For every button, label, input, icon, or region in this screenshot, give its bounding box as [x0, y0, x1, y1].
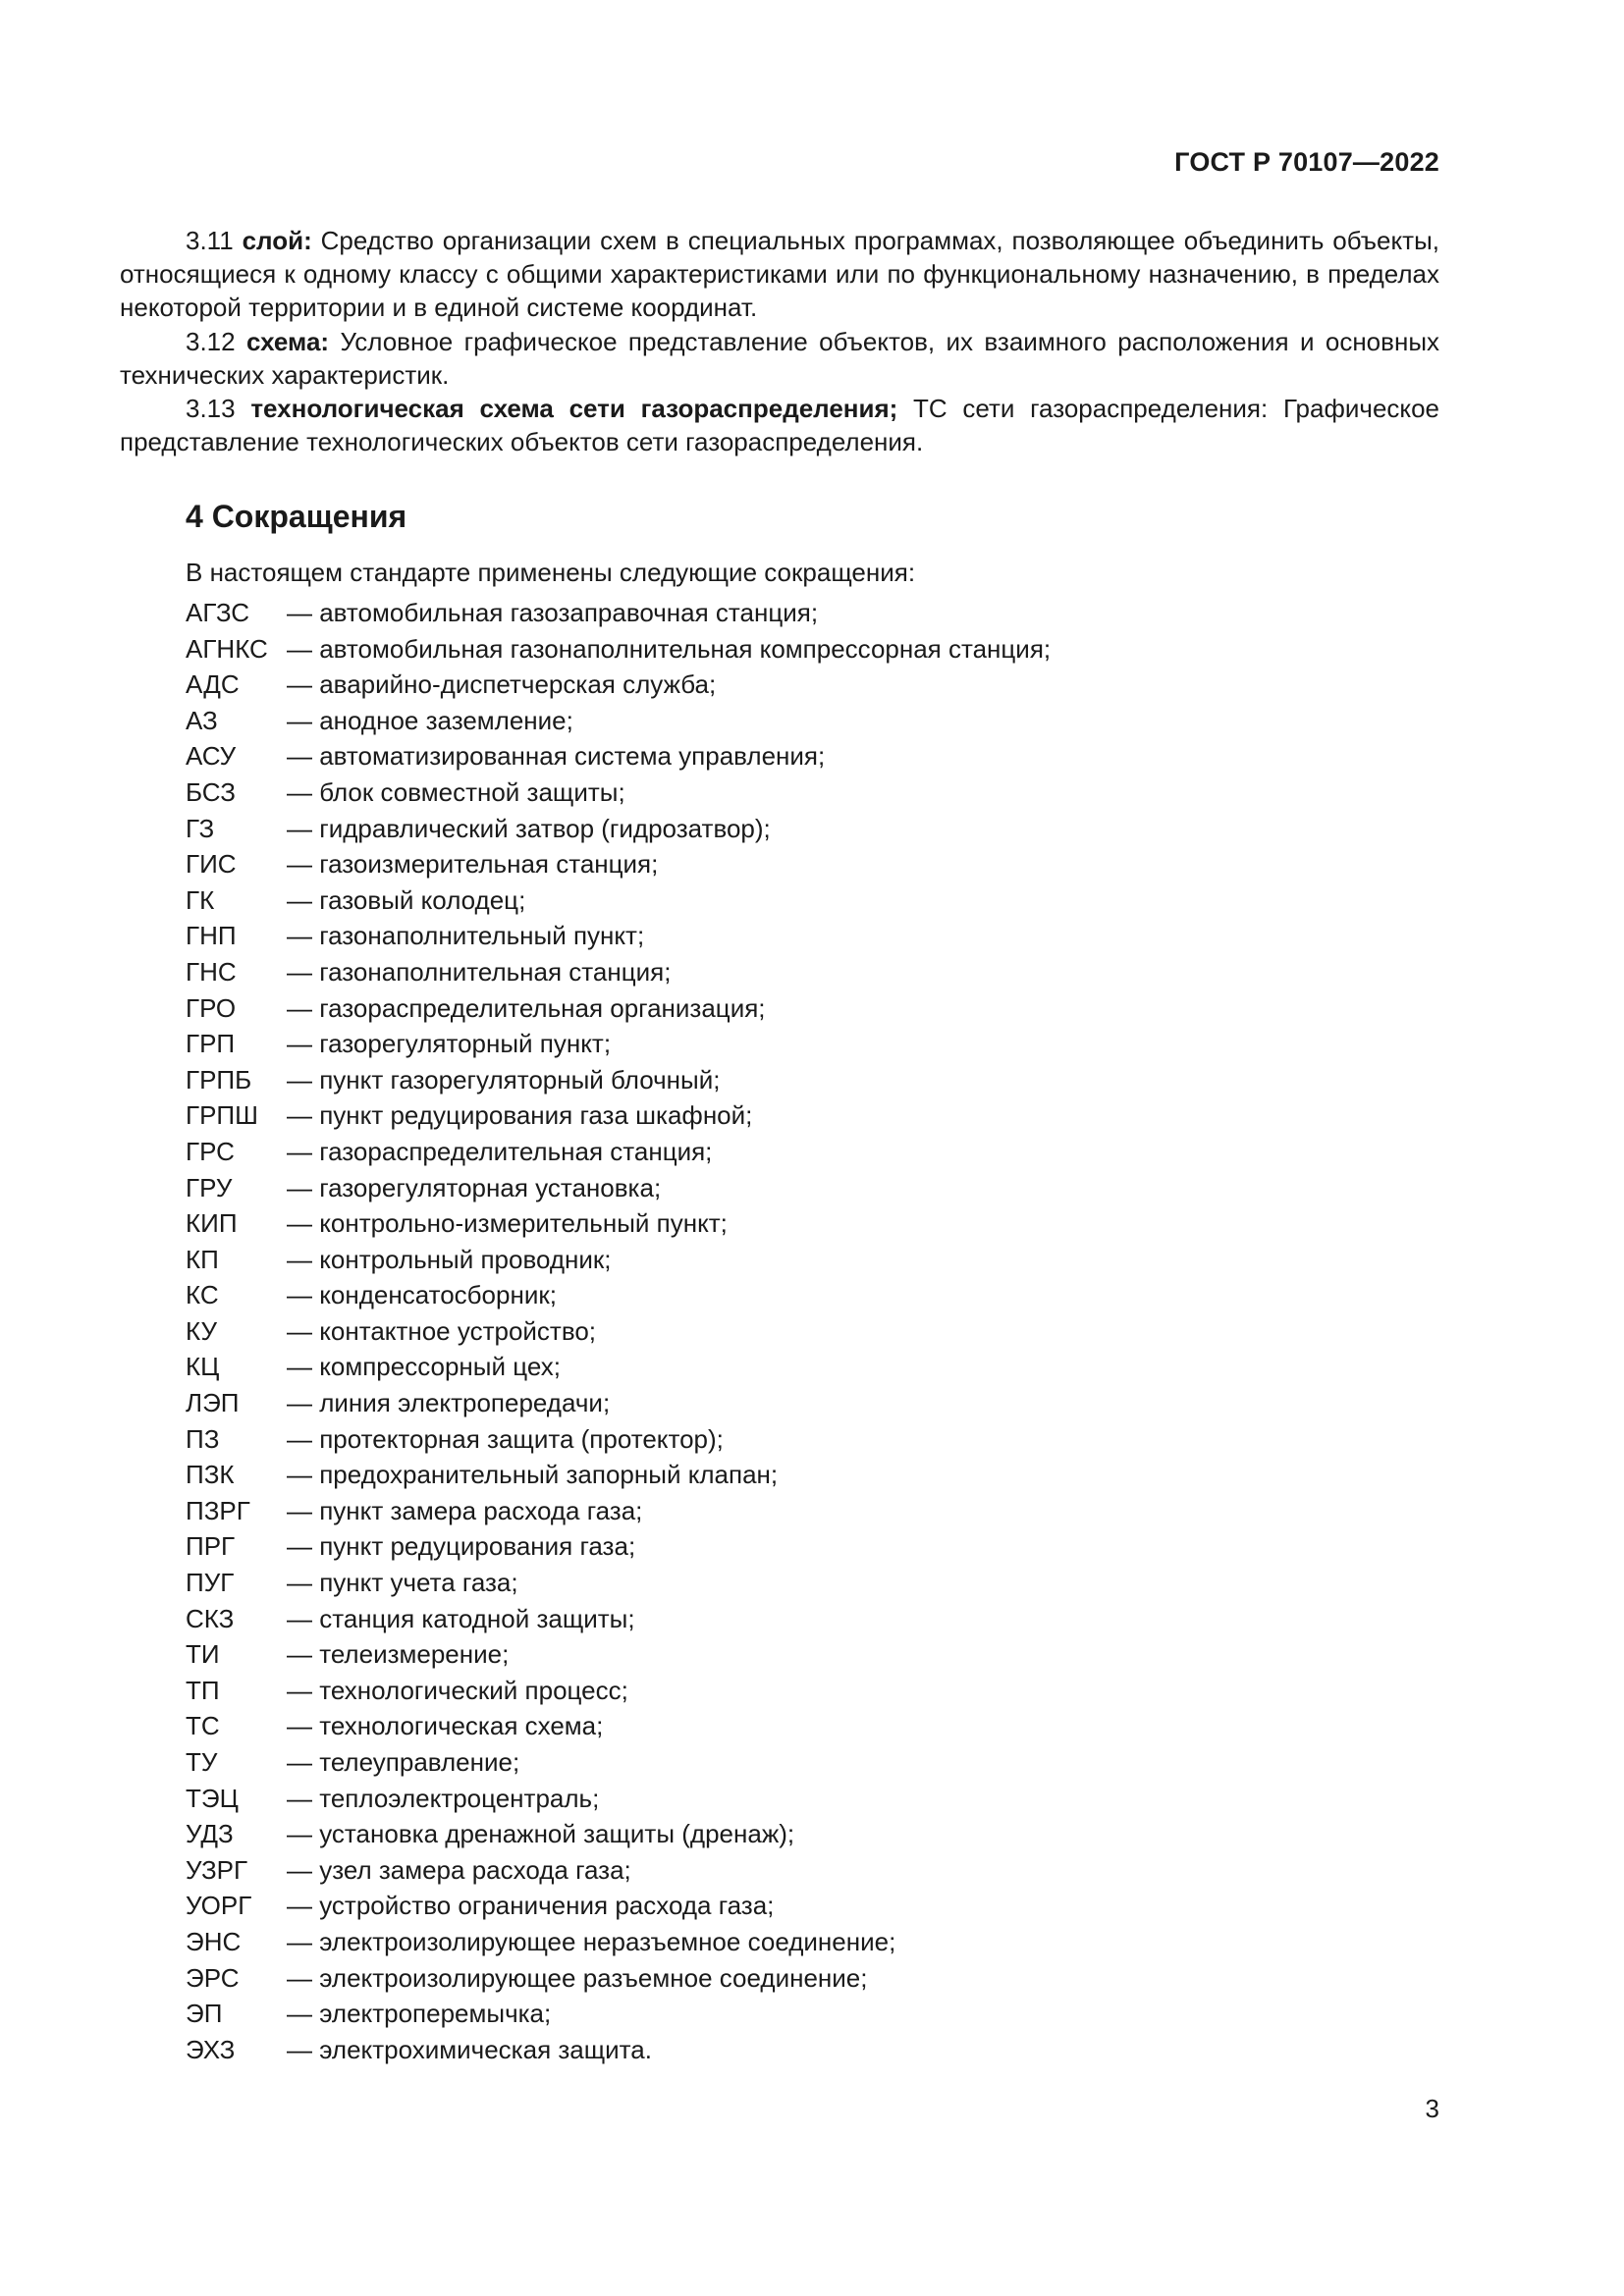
abbreviation-item: [186, 1421, 1051, 1458]
abbreviation-item: [186, 738, 1051, 774]
abbreviation-item: [186, 918, 1051, 954]
definition-text: Условное графическое представление объектов, их взаимного расположения и основных технических характеристик.: [120, 326, 1440, 390]
abbreviation-item: [186, 1816, 1051, 1852]
abbreviation-item: [186, 1205, 1051, 1242]
abbreviation-item: [186, 1960, 1051, 1997]
abbreviation-definition: — контрольно-измерительный пункт;: [287, 1208, 728, 1239]
definition-number: 3.11: [186, 226, 234, 255]
abbreviation-definition: — контактное устройство;: [287, 1315, 597, 1346]
abbreviation-definition: — газонаполнительная станция;: [287, 956, 672, 987]
abbreviation-item: [186, 703, 1051, 739]
abbreviation-item: [186, 1170, 1051, 1206]
abbreviation-definition: — аварийно-диспетчерская служба;: [287, 669, 717, 700]
abbreviation-term: КС: [186, 1280, 219, 1310]
abbreviation-item: [186, 1996, 1051, 2032]
abbreviation-term: ГНП: [186, 921, 237, 951]
abbreviation-definition: — газонаполнительный пункт;: [287, 921, 645, 951]
abbreviation-definition: — автомобильная газонаполнительная компрессорная станция;: [287, 633, 1052, 664]
abbreviation-term: АГЗС: [186, 598, 250, 627]
abbreviation-term: АСУ: [186, 741, 237, 772]
abbreviation-definition: — узел замера расхода газа;: [287, 1854, 631, 1885]
definitions-block: [120, 224, 1439, 458]
abbreviation-item: [186, 1708, 1051, 1744]
definition-number: 3.13: [186, 394, 236, 424]
abbreviation-item: [186, 1026, 1051, 1062]
abbreviation-term: ПЗРГ: [186, 1495, 250, 1525]
abbreviation-item: [186, 1493, 1051, 1529]
abbreviation-definition: — контрольный проводник;: [287, 1244, 612, 1274]
abbreviation-term: КП: [186, 1244, 219, 1274]
abbreviation-term: АДС: [186, 669, 240, 700]
abbreviation-item: [186, 1888, 1051, 1924]
abbreviation-item: [186, 1852, 1051, 1889]
abbreviation-definition: — технологическая схема;: [287, 1711, 604, 1741]
abbreviation-item: [186, 1242, 1051, 1278]
abbreviation-term: ГРП: [186, 1029, 236, 1059]
abbreviation-definition: — газораспределительная станция;: [287, 1136, 713, 1166]
abbreviation-term: ЭНС: [186, 1926, 242, 1956]
abbreviation-term: ТУ: [186, 1747, 218, 1777]
abbreviation-term: ТП: [186, 1675, 220, 1705]
abbreviation-definition: — теплоэлектроцентраль;: [287, 1783, 600, 1813]
abbreviation-item: [186, 1565, 1051, 1601]
abbreviation-item: [186, 1744, 1051, 1781]
abbreviation-term: ПЗК: [186, 1460, 235, 1490]
abbreviation-term: ГРО: [186, 992, 237, 1023]
abbreviation-definition: — анодное заземление;: [287, 705, 573, 735]
abbreviation-item: [186, 1385, 1051, 1421]
abbreviation-term: ГРПШ: [186, 1100, 258, 1131]
abbreviation-definition: — пункт редуцирования газа шкафной;: [287, 1100, 753, 1131]
abbreviation-term: ГК: [186, 884, 215, 915]
abbreviation-term: ПЗ: [186, 1423, 220, 1454]
abbreviation-definition: — конденсатосборник;: [287, 1280, 557, 1310]
abbreviation-item: [186, 1062, 1051, 1098]
definition-term: слой:: [242, 226, 312, 255]
abbreviation-definition: — технологический процесс;: [287, 1675, 628, 1705]
abbreviation-definition: — протекторная защита (протектор);: [287, 1423, 724, 1454]
abbreviation-definition: — блок совместной защиты;: [287, 776, 625, 807]
abbreviation-item: [186, 882, 1051, 919]
abbreviation-item: [186, 1349, 1051, 1385]
abbreviation-item: [186, 1601, 1051, 1637]
abbreviation-item: [186, 1673, 1051, 1709]
abbreviation-item: [186, 1924, 1051, 1960]
abbreviation-definition: — пункт газорегуляторный блочный;: [287, 1064, 721, 1095]
abbreviation-definition: — автоматизированная система управления;: [287, 741, 826, 772]
abbreviation-item: [186, 1134, 1051, 1170]
abbreviation-term: ПРГ: [186, 1531, 236, 1562]
abbreviation-definition: — станция катодной защиты;: [287, 1603, 635, 1633]
abbreviation-term: УЗРГ: [186, 1854, 248, 1885]
abbreviation-term: ТЭЦ: [186, 1783, 239, 1813]
document-id-header: ГОСТ Р 70107—2022: [1174, 147, 1439, 177]
abbreviation-item: [186, 595, 1051, 631]
abbreviation-definition: — электроперемычка;: [287, 1999, 552, 2029]
abbreviation-definition: — газорегуляторная установка;: [287, 1172, 662, 1202]
abbreviation-definition: — предохранительный запорный клапан;: [287, 1460, 779, 1490]
definition-term: технологическая схема сети газораспределения;: [250, 394, 898, 424]
abbreviation-term: ГЗ: [186, 813, 215, 843]
abbreviation-term: АЗ: [186, 705, 218, 735]
abbreviation-definition: — электроизолирующее неразъемное соединение;: [287, 1926, 896, 1956]
abbreviation-item: [186, 631, 1051, 667]
abbreviation-definition: — пункт редуцирования газа;: [287, 1531, 636, 1562]
definition-3-12: [120, 325, 1439, 392]
abbreviation-definition: — установка дренажной защиты (дренаж);: [287, 1819, 795, 1849]
abbreviation-item: [186, 846, 1051, 882]
abbreviation-definition: — телеуправление;: [287, 1747, 520, 1777]
abbreviation-definition: — компрессорный цех;: [287, 1352, 561, 1382]
definition-3-11: [120, 224, 1439, 325]
abbreviation-term: КУ: [186, 1315, 217, 1346]
definition-text: Средство организации схем в специальных программах, позволяющее объединить объекты, относящиеся к одному классу с общими характеристиками или по функциональному назначению, в пределах некоторой территории и в единой системе координат.: [120, 226, 1439, 323]
abbreviation-term: ПУГ: [186, 1568, 235, 1598]
section-intro: В настоящем стандарте применены следующие сокращения:: [186, 558, 916, 587]
definition-text: ТС сети газораспределения: Графическое представление технологических объектов сети газораспределения.: [120, 394, 1439, 457]
abbreviation-term: ТИ: [186, 1639, 220, 1670]
abbreviation-term: ТС: [186, 1711, 220, 1741]
abbreviation-term: КИП: [186, 1208, 238, 1239]
abbreviation-term: ЭХЗ: [186, 2034, 236, 2064]
abbreviation-item: [186, 990, 1051, 1027]
abbreviation-term: ГРПБ: [186, 1064, 252, 1095]
abbreviation-term: ГНС: [186, 956, 237, 987]
abbreviation-definition: — линия электропередачи;: [287, 1388, 611, 1418]
abbreviation-definition: — газораспределительная организация;: [287, 992, 766, 1023]
abbreviation-item: [186, 1277, 1051, 1313]
abbreviation-definition: — устройство ограничения расхода газа;: [287, 1891, 775, 1921]
abbreviation-item: [186, 954, 1051, 990]
abbreviation-item: [186, 1636, 1051, 1673]
abbreviation-term: ГИС: [186, 849, 237, 880]
abbreviation-term: АГНКС: [186, 633, 268, 664]
abbreviation-term: КЦ: [186, 1352, 220, 1382]
abbreviation-definition: — газовый колодец;: [287, 884, 526, 915]
abbreviation-term: ЛЭП: [186, 1388, 240, 1418]
abbreviation-definition: — пункт замера расхода газа;: [287, 1495, 643, 1525]
abbreviation-definition: — газорегуляторный пункт;: [287, 1029, 612, 1059]
abbreviation-term: ЭРС: [186, 1962, 240, 1993]
abbreviations-list: [186, 595, 1051, 2067]
abbreviation-definition: — электрохимическая защита.: [287, 2034, 652, 2064]
definition-number: 3.12: [186, 326, 236, 356]
definition-3-13: [120, 392, 1439, 458]
section-title: 4 Сокращения: [186, 499, 407, 534]
abbreviation-term: ГРУ: [186, 1172, 233, 1202]
abbreviation-item: [186, 1457, 1051, 1493]
abbreviation-definition: — телеизмерение;: [287, 1639, 510, 1670]
page-number: 3: [1425, 2094, 1439, 2123]
definition-term: схема:: [246, 326, 330, 356]
abbreviation-term: УОРГ: [186, 1891, 252, 1921]
abbreviation-definition: — электроизолирующее разъемное соединение;: [287, 1962, 868, 1993]
abbreviation-item: [186, 667, 1051, 703]
abbreviation-item: [186, 1313, 1051, 1350]
abbreviation-definition: — пункт учета газа;: [287, 1568, 518, 1598]
abbreviation-term: БСЗ: [186, 776, 236, 807]
abbreviation-definition: — автомобильная газозаправочная станция;: [287, 598, 819, 627]
abbreviation-item: [186, 1528, 1051, 1565]
abbreviation-definition: — гидравлический затвор (гидрозатвор);: [287, 813, 771, 843]
abbreviation-term: ЭП: [186, 1999, 223, 2029]
abbreviation-term: СКЗ: [186, 1603, 235, 1633]
abbreviation-item: [186, 2032, 1051, 2068]
abbreviation-item: [186, 774, 1051, 811]
abbreviation-term: УДЗ: [186, 1819, 234, 1849]
abbreviation-item: [186, 811, 1051, 847]
abbreviation-item: [186, 1097, 1051, 1134]
abbreviation-definition: — газоизмерительная станция;: [287, 849, 659, 880]
abbreviation-item: [186, 1781, 1051, 1817]
abbreviation-term: ГРС: [186, 1136, 235, 1166]
